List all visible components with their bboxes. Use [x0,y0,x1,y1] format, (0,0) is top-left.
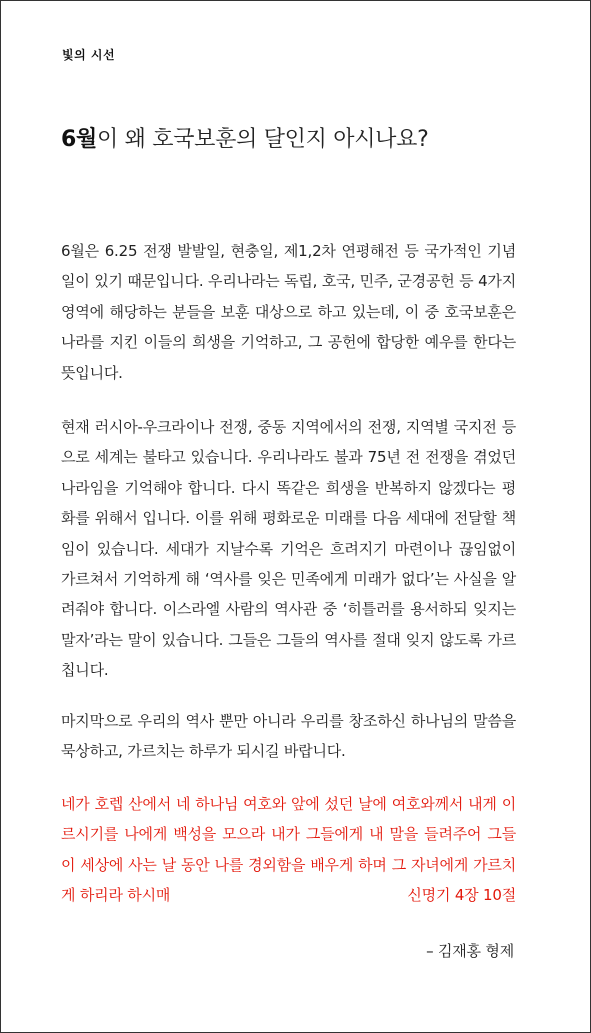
body-paragraph-1: 6월은 6.25 전쟁 발발일, 현충일, 제1,2차 연평해전 등 국가적인 기념일이 있기 때문입니다. 우리나라는 독립, 호국, 민주, 군경공헌 등 4가지 영역에 해당하는 분들을 보훈 대상으로 하고 있는데, 이 중 호국보훈은 나라를 지킨 이들의 희생을 기억하고, 그 공헌에 합당한 예우를 한다는 뜻입니다. [61,242,516,382]
body-paragraph-3: 마지막으로 우리의 역사 뿐만 아니라 우리를 창조하신 하나님의 말씀을 묵상하고, 가르치는 하루가 되시길 바랍니다. [61,712,516,761]
headline [61,122,428,153]
scripture-verse: 네가 호렙 산에서 네 하나님 여호와 앞에 섰던 날에 여호와께서 내게 이르시기를 나에게 백성을 모으라 내가 그들에게 내 말을 들려주어 그들이 세상에 사는 날 동안 나를 경외함을 배우게 하며 그 자녀에게 가르치게 하리라 하시매 [61,795,516,905]
section-label: 빛의 시선 [62,48,116,62]
body-paragraph-2: 현재 러시아-우크라이나 전쟁, 중동 지역에서의 전쟁, 지역별 국지전 등으로 세계는 불타고 있습니다. 우리나라도 불과 75년 전 전쟁을 겪었던 나라임을 기억해야 합니다. 다시 똑같은 희생을 반복하지 않겠다는 평화를 위해서 입니다. 이를 위해 평화로운 미래를 다음 세대에 전달할 책임이 있습니다. 세대가 지날수록 기억은 흐려지기 마련이나 끊임없이 가르쳐서 기억하게 해 ‘역사를 잊은 민족에게 미래가 없다’는 사실을 알려줘야 합니다. 이스라엘 사람의 역사관 중 ‘히틀러를 용서하되 잊지는 말자’라는 말이 있습니다. 그들은 그들의 역사를 절대 잊지 않도록 가르칩니다. [61,418,516,680]
headline-emphasis: 6월 [61,127,97,152]
scripture-block [61,789,516,911]
scripture-reference: 신명기 4장 10절 [397,880,516,910]
headline-text: 이 왜 호국보훈의 달인지 아시나요? [96,127,429,152]
author-signature: – 김재홍 형제 [426,942,514,960]
